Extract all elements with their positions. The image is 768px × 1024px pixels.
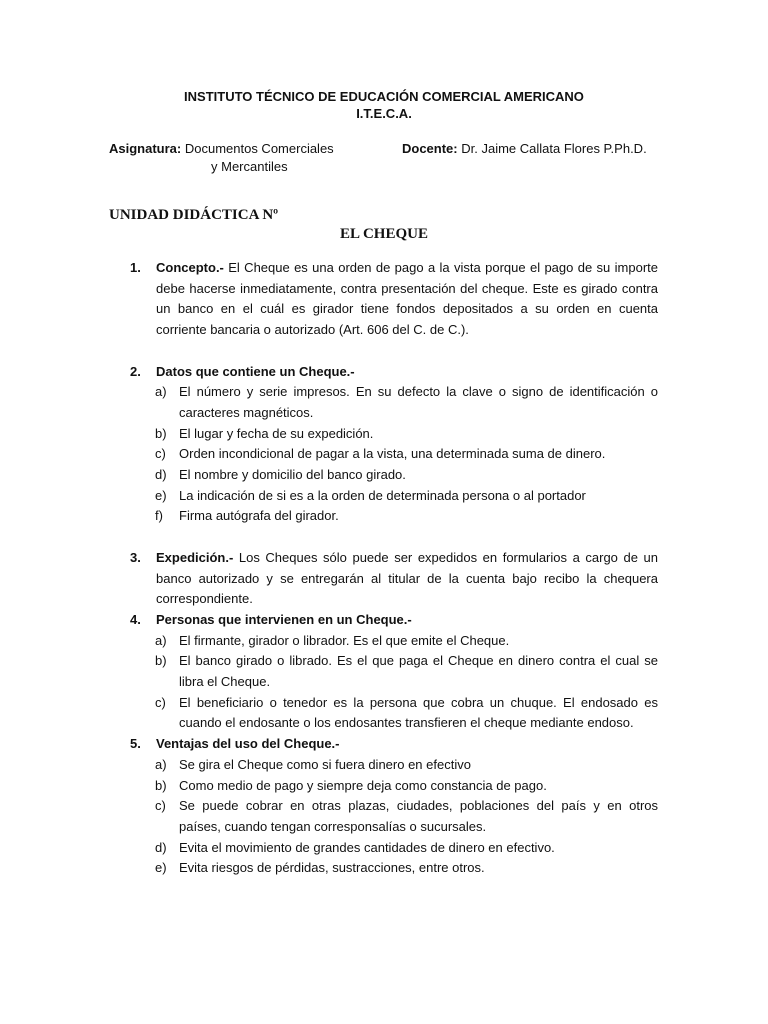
document-title: EL CHEQUE (340, 226, 428, 242)
list-item (130, 838, 658, 859)
list-marker: c) (155, 694, 166, 710)
section-heading: Concepto.- (156, 260, 224, 275)
section-number: 5. (130, 736, 141, 752)
section-number: 3. (130, 549, 141, 565)
document-header (0, 88, 768, 122)
section-expedicion (130, 548, 658, 610)
section-heading: Expedición.- (156, 549, 234, 565)
list-item-text: El banco girado o librado. Es el que paga el Cheque en dinero contra el cual se libra el Cheque. (179, 653, 658, 690)
section-number: 1. (130, 260, 141, 275)
list-item (130, 486, 658, 507)
list-item (130, 755, 658, 776)
list-item (130, 693, 658, 734)
list-item (130, 465, 658, 486)
list-marker: c) (155, 446, 166, 462)
list-marker: d) (155, 467, 167, 483)
list-marker: a) (155, 632, 167, 648)
list-marker: a) (155, 756, 167, 772)
list-item-text: Evita riesgos de pérdidas, sustracciones, entre otros. (179, 860, 485, 876)
subject-block (109, 140, 389, 176)
list-marker: d) (155, 839, 167, 855)
list-marker: c) (155, 798, 166, 814)
list-marker: a) (155, 384, 167, 400)
unit-heading: UNIDAD DIDÁCTICA Nº (109, 207, 279, 223)
list-item-text: El número y serie impresos. En su defecto la clave o signo de identificación o caracteres magnéticos. (179, 384, 658, 420)
teacher-value: Dr. Jaime Callata Flores P.Ph.D. (457, 141, 647, 156)
teacher-label: Docente: (402, 141, 458, 156)
section-heading: Ventajas del uso del Cheque.- (156, 736, 340, 752)
list-item-text: La indicación de si es a la orden de determinada persona o al portador (179, 487, 586, 503)
list-item (130, 651, 658, 692)
list-item-text: Se gira el Cheque como si fuera dinero en efectivo (179, 756, 471, 772)
list-item-text: Como medio de pago y siempre deja como constancia de pago. (179, 777, 547, 793)
list-item-text: Firma autógrafa del girador. (179, 508, 339, 524)
subject-value: Documentos Comerciales (181, 141, 334, 156)
list-item-text: El lugar y fecha de su expedición. (179, 425, 374, 441)
list-item-text: Orden incondicional de pagar a la vista, una determinada suma de dinero. (179, 446, 606, 462)
teacher-block (402, 140, 702, 158)
list-item-text: El firmante, girador o librador. Es el que emite el Cheque. (179, 632, 510, 648)
list-marker: b) (155, 777, 167, 793)
list-item (130, 776, 658, 797)
list-marker: e) (155, 860, 167, 876)
list-item (130, 796, 658, 837)
list-marker: f) (155, 508, 163, 524)
list-marker: e) (155, 487, 167, 503)
list-item (130, 382, 658, 423)
institution-name: INSTITUTO TÉCNICO DE EDUCACIÓN COMERCIAL AMERICANO (184, 89, 584, 104)
list-item (130, 631, 658, 652)
list-item (130, 858, 658, 879)
section-ventajas (130, 734, 658, 755)
section-text: Los Cheques sólo puede ser expedidos en formularios a cargo de un banco autorizado y se entregarán al titular de la cuenta bajo recibo la chequera correspondiente. (156, 549, 658, 607)
section-datos (130, 362, 658, 383)
list-item-text: El beneficiario o tenedor es la persona que cobra un chuque. El endosado es cuando el endosante o los endosantes transfieren el cheque mediante endoso. (179, 694, 658, 731)
section-number: 2. (130, 363, 141, 379)
list-item (130, 424, 658, 445)
list-item-text: El nombre y domicilio del banco girado. (179, 467, 406, 483)
list-item-text: Evita el movimiento de grandes cantidades de dinero en efectivo. (179, 839, 555, 855)
section-concepto (130, 258, 658, 341)
section-heading: Datos que contiene un Cheque.- (156, 363, 355, 379)
list-marker: b) (155, 425, 167, 441)
list-item-text: Se puede cobrar en otras plazas, ciudades, poblaciones del país y en otros países, cuando tengan corresponsalías o sucursales. (179, 798, 658, 834)
section-personas (130, 610, 658, 631)
subject-value-continued: y Mercantiles (211, 159, 288, 174)
list-item (130, 506, 658, 527)
subject-label: Asignatura: (109, 141, 182, 156)
list-item (130, 444, 658, 465)
section-heading: Personas que intervienen en un Cheque.- (156, 611, 412, 627)
section-text: El Cheque es una orden de pago a la vista porque el pago de su importe debe hacerse inmediatamente, contra presentación del cheque. Este es girado contra un banco en el cuál es girador tiene fondos depositados a su orden en cuenta corriente bancaria o autorizado (Art. 606 del C. de C.). (156, 260, 658, 338)
institution-acronym: I.T.E.C.A. (356, 106, 412, 121)
section-number: 4. (130, 611, 141, 627)
list-marker: b) (155, 653, 167, 669)
document-body (130, 258, 658, 879)
